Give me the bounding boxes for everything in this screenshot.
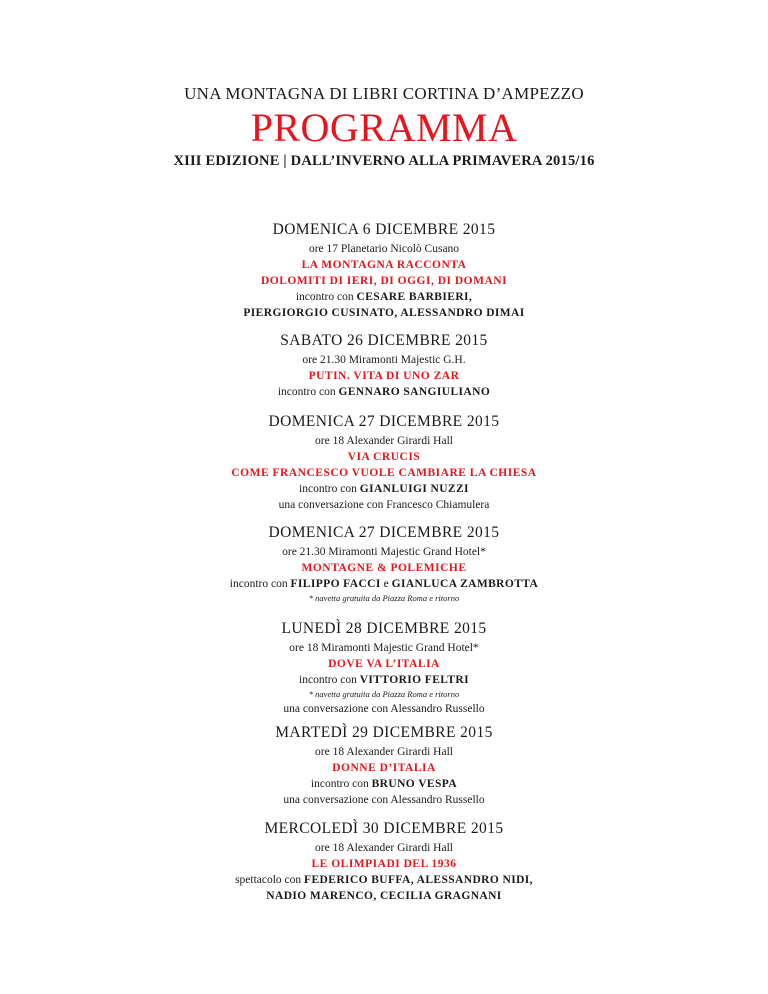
event-title: LA MONTAGNA RACCONTA (301, 259, 467, 271)
event-date: MARTEDÌ 29 DICEMBRE 2015 (275, 724, 493, 741)
event-venue: ore 18 Alexander Girardi Hall (315, 746, 453, 758)
guest-prefix: incontro con (277, 386, 336, 398)
event-venue: ore 17 Planetario Nicolò Cusano (308, 243, 460, 255)
event-title: DOVE VA L’ITALIA (328, 658, 440, 670)
event-venue: ore 21.30 Miramonti Majestic G.H. (302, 354, 466, 366)
guest-prefix: incontro con (310, 778, 369, 790)
event-5 (0, 620, 768, 717)
guest-prefix: spettacolo con (235, 874, 302, 886)
event-title: MONTAGNE & POLEMICHE (301, 562, 467, 574)
guest-name: GENNARO SANGIULIANO (338, 386, 491, 398)
guest-name: VITTORIO FELTRI (359, 674, 469, 686)
page-title: PROGRAMMA (250, 105, 518, 150)
guest-prefix: incontro con (299, 483, 357, 495)
guest-name: GIANLUIGI NUZZI (359, 483, 469, 495)
event-venue: ore 18 Alexander Girardi Hall (315, 435, 453, 447)
event-date: DOMENICA 27 DICEMBRE 2015 (268, 413, 500, 430)
shuttle-note: * navetta gratuita da Piazza Roma e ritorno (308, 689, 460, 699)
guest-prefix: incontro con (229, 578, 288, 590)
guest-name-continued: NADIO MARENCO, CECILIA GRAGNANI (266, 890, 502, 902)
guest-name: FILIPPO FACCI (290, 578, 381, 590)
event-guests (0, 776, 768, 792)
event-guests (0, 672, 768, 688)
guest-name-continued: PIERGIORGIO CUSINATO, ALESSANDRO DIMAI (243, 307, 525, 319)
event-date: DOMENICA 6 DICEMBRE 2015 (272, 221, 496, 238)
event-date: LUNEDÌ 28 DICEMBRE 2015 (281, 620, 487, 637)
event-venue: ore 18 Alexander Girardi Hall (315, 842, 453, 854)
event-title: LE OLIMPIADI DEL 1936 (311, 858, 457, 870)
event-guests (0, 289, 768, 305)
event-6 (0, 724, 768, 808)
event-subtitle: COME FRANCESCO VUOLE CAMBIARE LA CHIESA (231, 467, 537, 479)
festival-name: UNA MONTAGNA DI LIBRI CORTINA D’AMPEZZO (184, 84, 584, 103)
event-2 (0, 332, 768, 400)
guest-name: GIANLUCA ZAMBROTTA (391, 578, 539, 590)
event-1 (0, 221, 768, 321)
shuttle-note: * navetta gratuita da Piazza Roma e ritorno (308, 593, 460, 603)
event-guests (0, 384, 768, 400)
event-7 (0, 820, 768, 904)
event-guests (0, 872, 768, 888)
guest-prefix: incontro con (299, 674, 357, 686)
event-title: PUTIN. VITA DI UNO ZAR (308, 370, 460, 382)
event-date: SABATO 26 DICEMBRE 2015 (280, 332, 488, 349)
event-title: VIA CRUCIS (347, 451, 421, 463)
event-4 (0, 524, 768, 605)
event-date: MERCOLEDÌ 30 DICEMBRE 2015 (264, 820, 504, 837)
event-guests (0, 481, 768, 497)
guest-join: e (383, 578, 389, 590)
guest-name: FEDERICO BUFFA, ALESSANDRO NIDI, (304, 874, 533, 886)
event-venue: ore 21.30 Miramonti Majestic Grand Hotel* (282, 546, 486, 558)
event-conversation: una conversazione con Francesco Chiamulera (278, 499, 490, 511)
event-3 (0, 413, 768, 513)
event-guests (0, 576, 768, 592)
event-venue: ore 18 Miramonti Majestic Grand Hotel* (289, 642, 479, 654)
guest-name: CESARE BARBIERI, (356, 291, 473, 303)
event-subtitle: DOLOMITI DI IERI, DI OGGI, DI DOMANI (260, 275, 508, 287)
edition-subtitle: XIII EDIZIONE | DALL’INVERNO ALLA PRIMAVERA 2015/16 (173, 153, 595, 169)
event-date: DOMENICA 27 DICEMBRE 2015 (268, 524, 500, 541)
event-conversation: una conversazione con Alessandro Russello (283, 703, 485, 715)
event-title: DONNE D’ITALIA (332, 762, 436, 774)
guest-name: BRUNO VESPA (371, 778, 458, 790)
guest-prefix: incontro con (295, 291, 354, 303)
event-conversation: una conversazione con Alessandro Russello (283, 794, 485, 806)
